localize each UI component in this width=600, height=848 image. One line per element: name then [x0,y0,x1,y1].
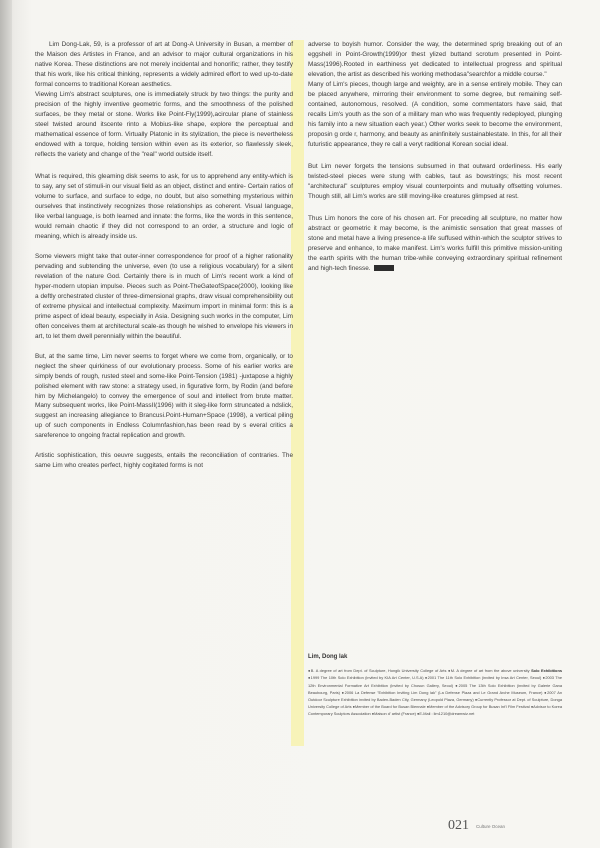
bio-education-text: ●B. A degree of art from Dept. of Sculpture, Hongik University College of Arts ●M. A degree of art from the above university [308,668,530,674]
article-paragraph: Lim Dong-Lak, 59, is a professor of art at Dong-A University in Busan, a member of the Maison des Artistes in France, and an advisor to major cultural organizations in his native Korea. These distinctions are not merely incidental and honorific; rather, they testify that his work, like his critical thinking, represents a widely admired effort to wed up-to-date formal concerns to traditional Korean aesthetics. [35,41,293,88]
page-number: 021 [448,818,469,833]
article-paragraph [308,214,562,274]
left-article-column [35,40,293,471]
end-of-article-mark [374,265,394,271]
closing-paragraph-text: Thus Lim honors the core of his chosen art. For preceding all sculpture, no matter how abstract or geometric it may become, is the animistic sensation that great masses of stone and metal have a living presence-a life suffused within-which the sculptor strives to preserve and enhance, to make manifest. Lim's works fulfill this primitive mission-uniting the earth spirits with the human tribe-while conveying extraordinary spiritual refinement and high-tech finesse. [308,214,562,272]
article-paragraph: Viewing Lim's abstract sculptures, one is immediately struck by two things: the purity and precision of the highly inventive geometric forms, and the smoothness of the polished surfaces, be they metal or stone. Works like Point-Fly(1999),acircular plane of stainless steel twisted around itscente rinto a Mobius-like shape, explore the perceptual and mathematical essence of form. Virtually Platonic in its stylization, the piece is nevertheless endowed with a torque, holding tension within even as its exterior, so flawlessly sleek, reflects the variety and change of the "real" world outside itself. [35,90,293,158]
section-name: Culture Ocean [476,824,506,829]
article-paragraph: But, at the same time, Lim never seems to forget where we come from, organically, or to neglect the sheer quirkiness of our evolutionary process. Some of his earlier works are simply bends of rough, rusted steel and some-like Point-Tension (1981) -juxtapose a highly polished element with raw stone: a strategy used, in figurative form, by Rodin (and before him by Michelangelo) to convey the emergence of soul and intellect from brute matter. Many subsequent works, like Point-MassII(1996) with it sleg-like form struncated a ndslick, suggest an increasing allegiance to Brancusi.Point-Human+Space (1998), a vertical piling up of such components in Endless Columnfashion,has been read by s everal critics a sareference to ongoing fractal replication and growth. [35,352,293,440]
right-article-column [308,40,562,274]
article-paragraph: adverse to boyish humor. Consider the way, the determined sprig breaking out of an eggshell in Point-Growth(1999)or thest ylized buttand scrotum presented in Point-Mass(1996).Rooted in earthiness yet dedicated to intellectual progress and spiritual elevation, the artist as described his working methodasa"searchfor a middle course." [308,41,562,78]
bio-artist-name: Lim, Dong lak [308,654,348,660]
article-paragraph: Artistic sophistication, this oeuvre suggests, entails the reconciliation of contraries. The same Lim who creates perfect, highly cogitated forms is not [35,452,293,470]
artist-biography [308,652,562,718]
article-paragraph: What is required, this gleaming disk seems to ask, for us to apprehend any entity-which is to say, any set of stimuli-in our visual field as an object, distinct and entire- Certain ratios of volume to surface, and surface to edge, no doubt, but also something mysterious within ourselves that instinctively recognizes those relationships as coherent. Visual language, like verbal language, is both learned and innate: the forms, like the words in this sentence, would remain chaotic if they did not correspond to an order, a structure and logic of meaning, which is already inside us. [35,172,293,240]
article-paragraph: Some viewers might take that outer-inner correspondence for proof of a higher rationality pervading and subtending the universe, even (to use a religious vocabulary) for a silent revelation of the nature God. Certainly there is in much of Lim's recent work a kind of hyper-modern utopian impulse. Pieces such as Point-TheGateofSpace(2000), looking like a deftly orchestrated cluster of three-dimensional graphs, draw visual comprehensibility out of extreme physical and intellectual complexity. Maximum import in minimal form: this is a prime aspect of ideal beauty, especially in Asia. Designing such works in the computer, Lim often conceives them at architectural scale-as though he wished to envelope his viewers in art, to let them dwell perennially within the beautiful. [35,252,293,340]
page-binding-shadow [0,0,12,848]
bio-exhibitions-text: ●1999 The 10th Solo Exhibition (invited by KIA Art Center, U.S.A) ●2001 The 11th Solo Exhibition (invited by Insa Art Center, Seoul) ●2003 The 12th Environmental Formative Art Exhibition (invited by Chosun Gallery, Seoul) ●2005 The 13th Solo Exhibition (invited by Galerie Gana Beaubourg, Paris) ●2006 La Defense "Exhibition Inviting Lim Dong lak" (La Defense Plaza and Le Grand Arche Museum, France) ●2007 An Outdoor Sculpture Exhibition invited by Baden-Baden City, Germany (Leopold Plaza, Germany) ●Currently Professor at Dept. of Sculpture, Donga University College of Arts ●Member of the Board for Busan Biennale ●Member of the Advisory Group for Busan Int'l Film Festival ●Advisor to Korea Contemporary Sculptors Association ●Maison d' artist (France) ●E-Mail : lim1210@dreamwiz.net [308,675,562,717]
article-paragraph: Many of Lim's pieces, though large and weighty, are in a sense entirely mobile. They can be placed anywhere, mirroring their environment to some degree, but remaining self-contained, autonomous, resolved. (A condition, some commentators have said, that recalls Lim's youth as the son of a military man who was frequently redeployed, plunging his family into a new situation each year.) Other works seek to become the environment, proposin g orde r, harmony, and beauty as aninfinitely sustainablestate. In this, for all their futuristic appearance, they re call a veryt raditional Korean social ideal. [308,80,562,148]
article-paragraph: But Lim never forgets the tensions subsumed in that outward orderliness. His early twisted-steel pieces were stung with cables, taut as bowstrings; his most recent "architectural" sculptures employ visual counterpoints and mutually offsetting volumes. Though still, all Lim's works are still moving-like creatures glimpsed at rest. [308,162,562,200]
bio-solo-exhibitions-label: Solo Exhibitions [531,668,562,674]
